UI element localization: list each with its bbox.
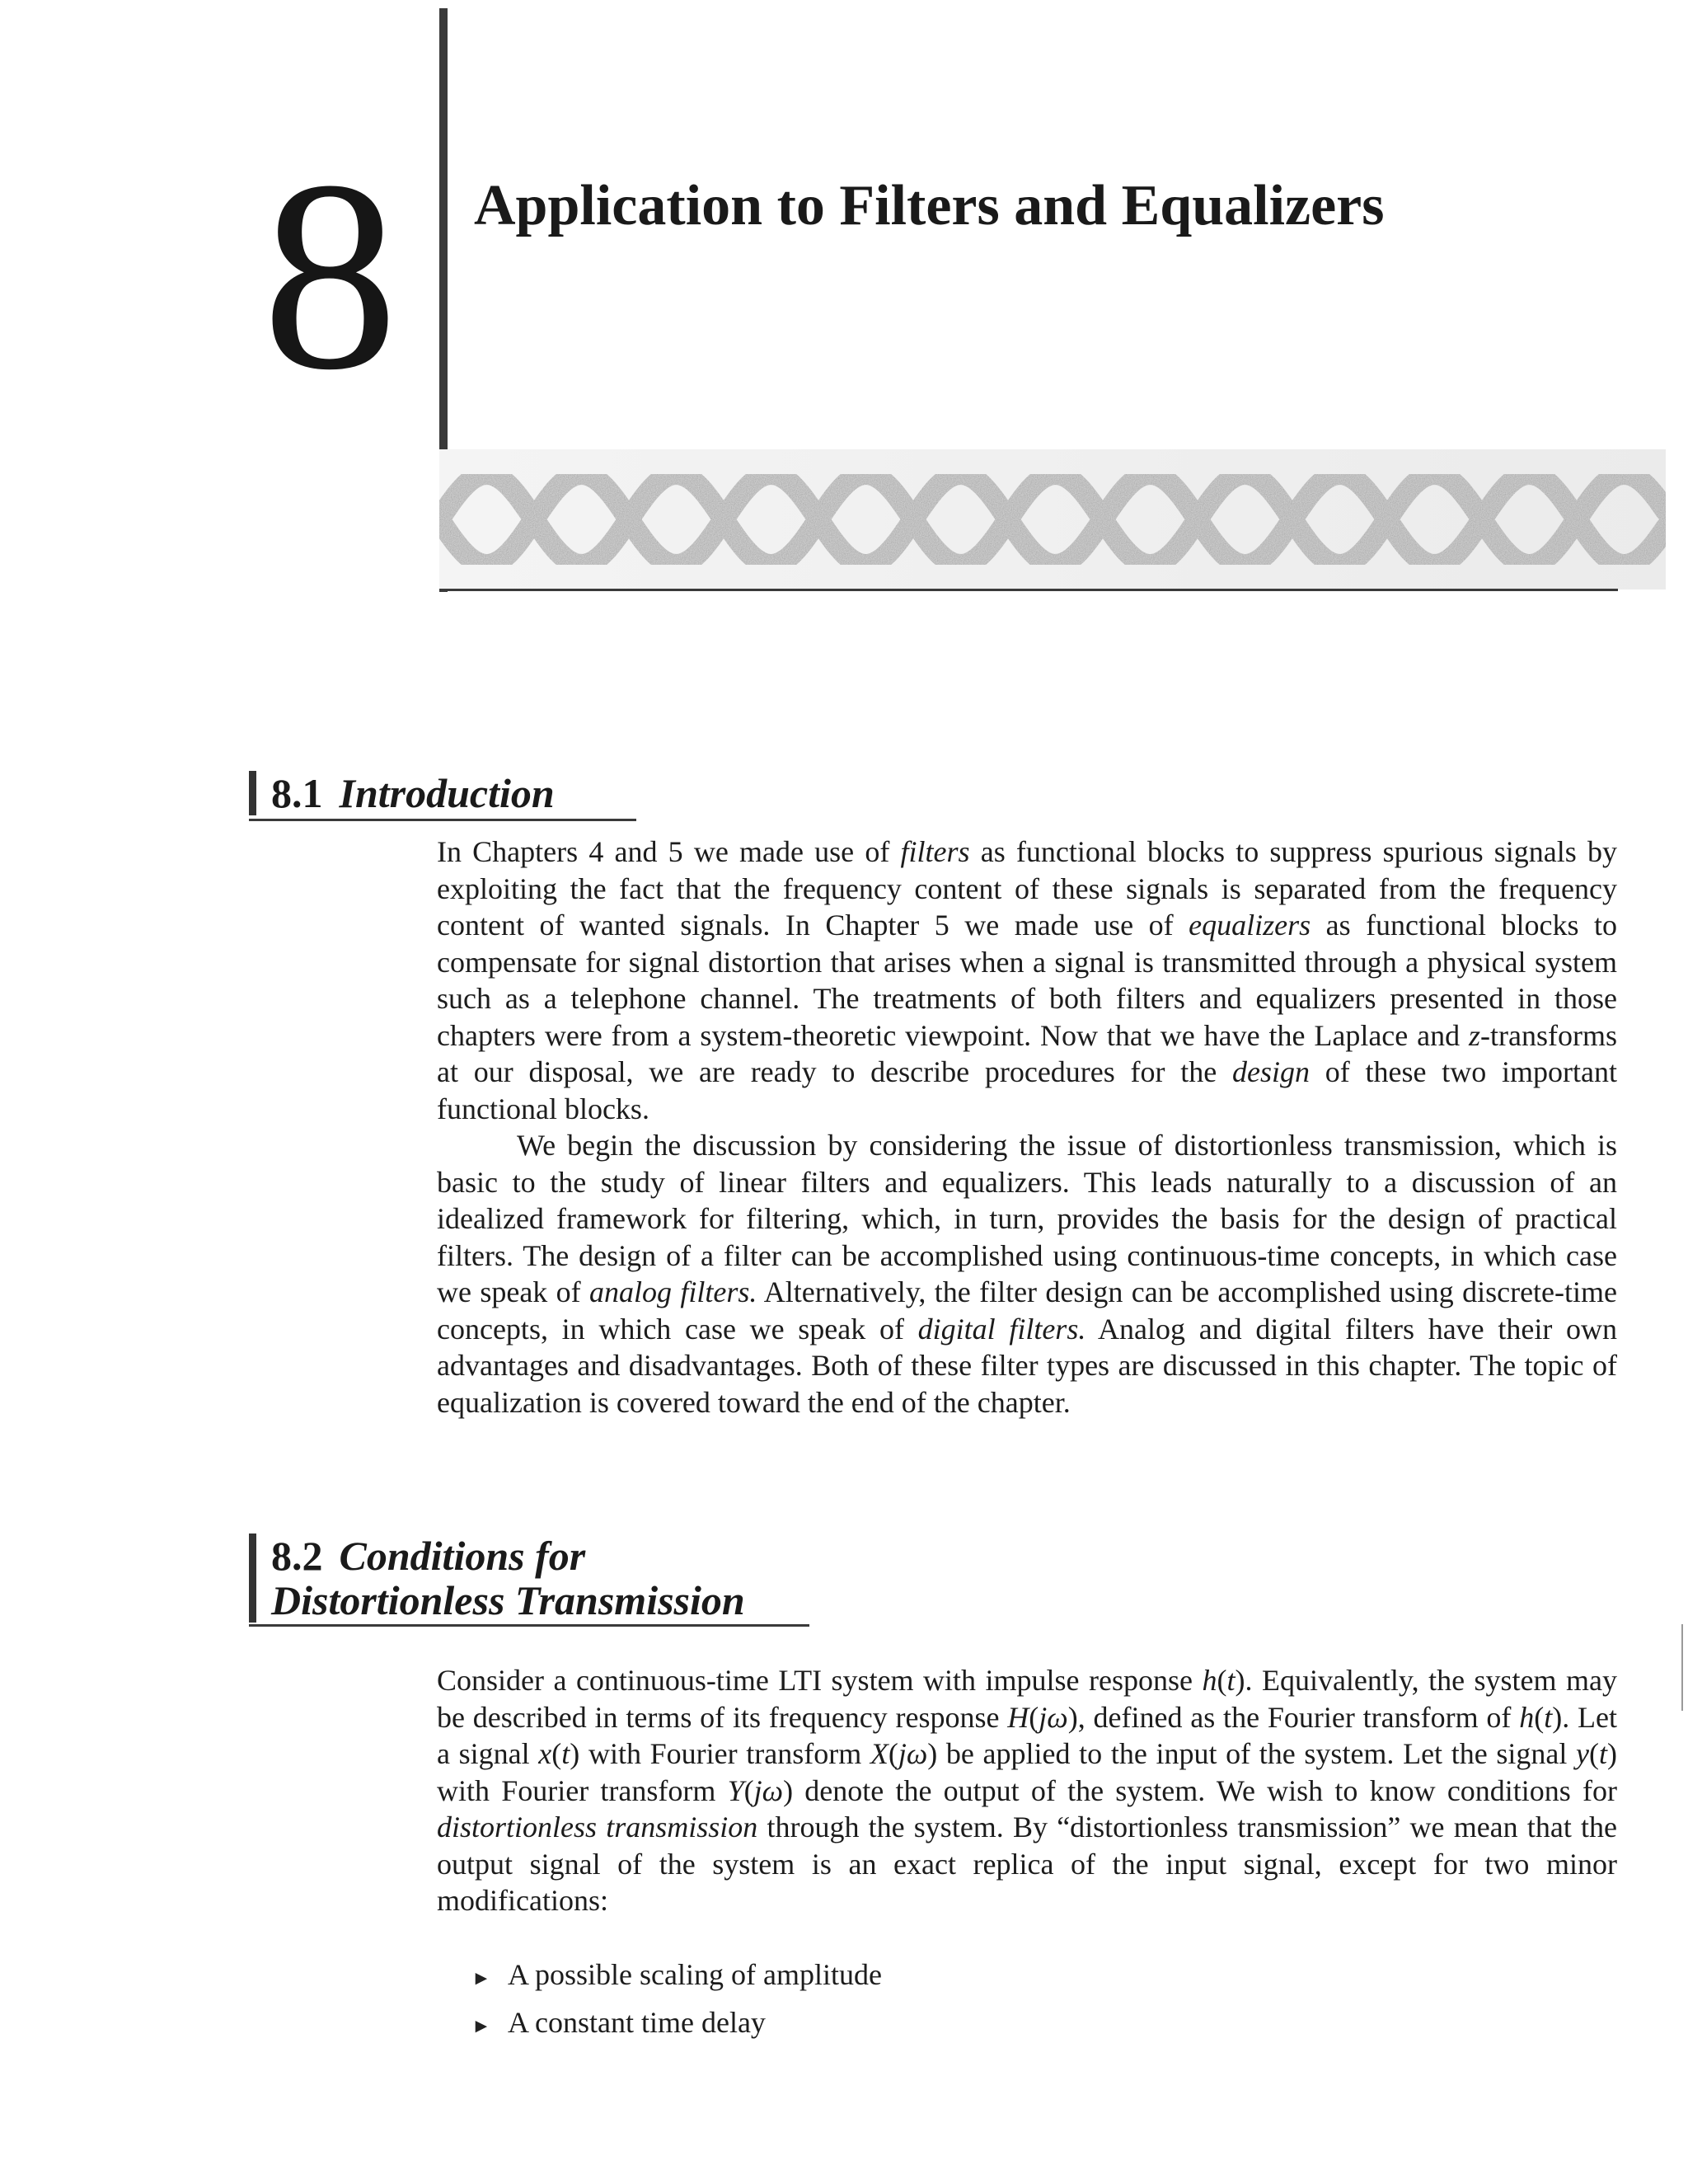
wave-pattern-graphic (439, 449, 1666, 589)
italic-text-run: h (1519, 1700, 1535, 1734)
text-run: through the system. By “distortionless transmission” we mean that the output signal of the system is an exact replica of the input signal, except for two minor modifications: (437, 1811, 1617, 1917)
section-number: 8.2 (271, 1533, 323, 1579)
text-run: ) with Fourier transform (437, 1737, 1617, 1807)
italic-text-run: y (1576, 1737, 1589, 1770)
italic-text-run: analog filters. (589, 1275, 757, 1308)
text-run: ( (1217, 1664, 1227, 1697)
text-run: ( (1534, 1700, 1545, 1734)
text-run: ) be applied to the input of the system. Let the signal (927, 1737, 1576, 1770)
list-item-text: A constant time delay (508, 2006, 766, 2039)
list-item (471, 2001, 882, 2049)
chapter-band-rule (439, 589, 1618, 591)
section-number: 8.1 (271, 770, 323, 816)
italic-text-run: t (1226, 1664, 1236, 1697)
text-run: ), defined as the Fourier transform of (1067, 1700, 1520, 1734)
italic-text-run: design (1232, 1055, 1311, 1088)
italic-text-run: equalizers (1189, 909, 1311, 942)
text-run: as functional blocks to compensate for signal distortion that arises when a signal is transmitted through a physical system such as a telephone channel. The treatments of both filters and equalizers presented in those chapters were from a system-theoretic viewpoint. Now that we have the Laplace and (437, 909, 1617, 1052)
section-8-1-body (437, 834, 1617, 1421)
chapter-title: Application to Filters and Equalizers (474, 174, 1385, 237)
section-8-2-body (437, 1662, 1617, 1919)
italic-text-run: jω (1039, 1700, 1068, 1734)
text-run: Analog and digital filters have their own advantages and disadvantages. Both of these filter types are discussed in this chapter. The topic of equalization is covered toward the end of the chapter. (437, 1312, 1617, 1419)
text-run: Alternatively, the filter design can be accomplished using discrete-time concepts, in which case we speak of (437, 1275, 1617, 1346)
section-title-line-1: Conditions for (339, 1533, 586, 1579)
scan-margin-mark (1681, 1624, 1683, 1711)
triangle-bullet-icon: ► (471, 2016, 491, 2037)
text-run: of these two important functional blocks. (437, 1055, 1618, 1125)
text-run: ( (888, 1737, 898, 1770)
section-title: Introduction (339, 770, 555, 816)
italic-text-run: jω (753, 1773, 784, 1807)
italic-text-run: t (561, 1737, 570, 1770)
italic-text-run: jω (898, 1737, 928, 1770)
bullet-list (471, 1953, 882, 2049)
text-run: ( (743, 1773, 754, 1807)
text-run: ) with Fourier transform (570, 1737, 870, 1770)
section-heading-rule (249, 1624, 809, 1627)
italic-text-run: h (1202, 1664, 1217, 1697)
paragraph (437, 834, 1617, 1127)
paragraph (437, 1127, 1617, 1421)
text-run: ( (1588, 1737, 1599, 1770)
section-title-line-2: Distortionless Transmission (271, 1577, 745, 1623)
italic-text-run: H (1007, 1700, 1029, 1734)
text-run: We begin the discussion by considering the issue of distortionless transmission, which is basic to the study of linear filters and equalizers. This leads naturally to a discussion of an idealized framework for filtering, which, in turn, provides the basis for the design of practical filters. The design of a filter can be accomplished using continuous-time concepts, in which case we speak of (437, 1129, 1617, 1308)
italic-text-run: t (1598, 1737, 1607, 1770)
section-heading-rule (249, 819, 636, 821)
text-run: Consider a continuous-time LTI system with impulse response (437, 1664, 1203, 1697)
text-run: In Chapters 4 and 5 we made use of (437, 835, 901, 868)
italic-text-run: Y (727, 1773, 744, 1807)
triangle-bullet-icon: ► (471, 1968, 491, 1989)
section-heading-8-2 (249, 1533, 745, 1623)
text-run: ). Let a signal (437, 1700, 1618, 1770)
italic-text-run: X (870, 1737, 889, 1770)
text-run: ). Equivalently, the system may be described in terms of its frequency response (437, 1664, 1618, 1734)
chapter-number: 8 (262, 125, 398, 426)
list-item-text: A possible scaling of amplitude (508, 1958, 882, 1991)
italic-text-run: filters (900, 835, 970, 868)
section-heading-8-1 (249, 771, 555, 815)
italic-text-run: t (1544, 1700, 1553, 1734)
decorative-wave-band (439, 449, 1666, 589)
italic-text-run: x (538, 1737, 552, 1770)
text-run: as functional blocks to suppress spurious signals by exploiting the fact that the frequency content of these signals is separated from the frequency content of wanted signals. In Chapter 5 we made use of (437, 835, 1617, 942)
italic-text-run: distortionless transmission (437, 1811, 758, 1843)
list-item (471, 1953, 882, 2001)
italic-text-run: z (1469, 1018, 1481, 1052)
text-run: -transforms at our disposal, we are ready to describe procedures for the (437, 1018, 1617, 1088)
paragraph (437, 1662, 1617, 1919)
text-run: ( (551, 1737, 562, 1770)
text-run: ( (1029, 1700, 1039, 1734)
italic-text-run: digital filters. (917, 1312, 1086, 1346)
text-run: ) denote the output of the system. We wish to know conditions for (783, 1773, 1618, 1807)
